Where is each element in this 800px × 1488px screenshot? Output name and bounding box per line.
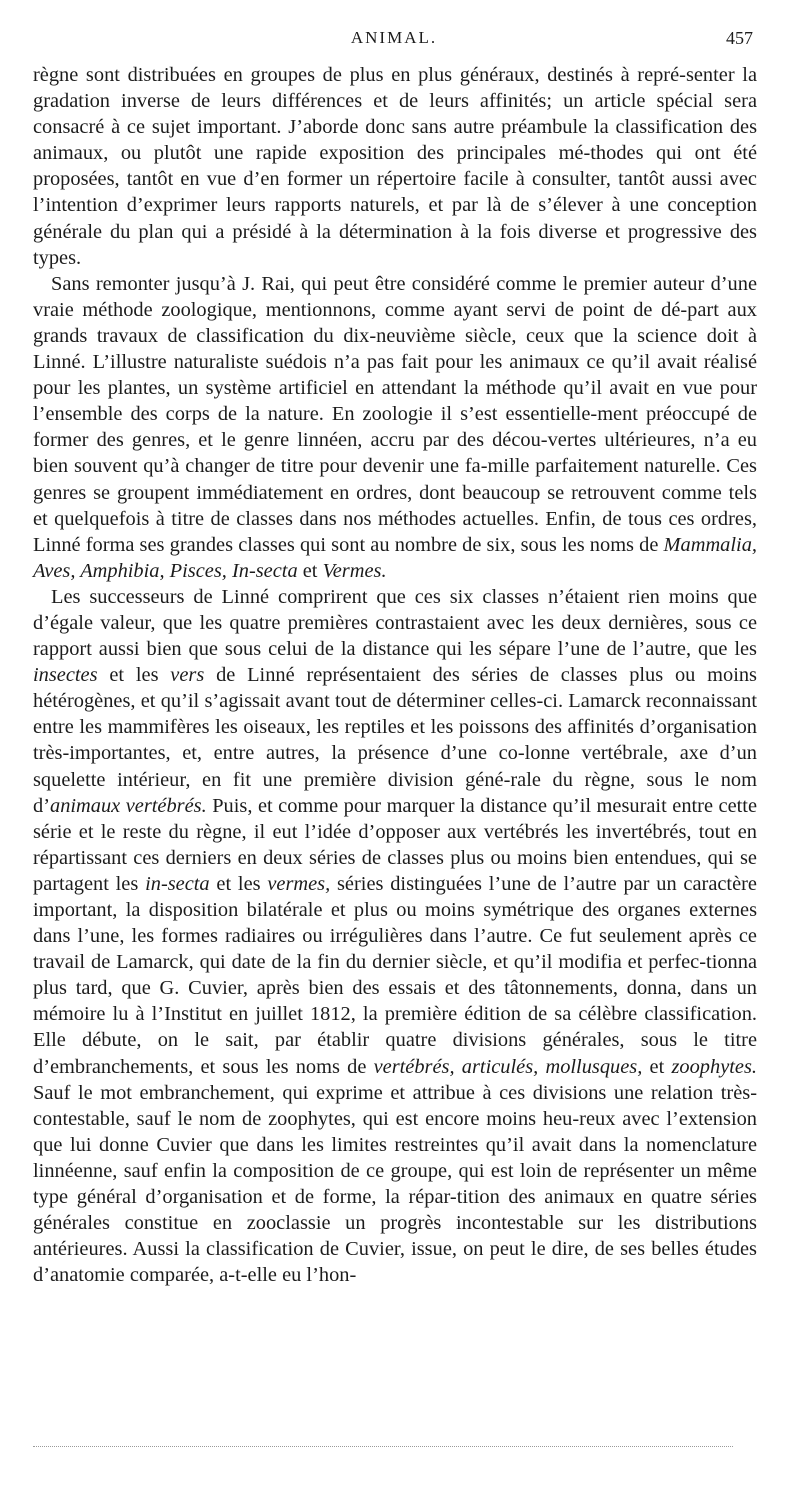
paragraph-1 <box>33 62 757 271</box>
text-run: Sauf le mot embranchement, qui exprime et attribue à ces divisions une relation très-contestable, sauf le nom de zoophytes, qui est encore moins heu-reux avec l’extension que lui donne Cuvier que dans les limites restreintes qu’il avait dans la nomenclature linnéenne, sauf enfin la composition de ce groupe, qui est loin de représenter un même type général d’organisation et de forme, la répar-tition des animaux en quatre séries générales constitue en zooclassie un progrès incontestable sur les distributions antérieures. Aussi la classification de Cuvier, issue, on peut le dire, de ses belles études d’anatomie comparée, a-t-elle eu l’hon- <box>33 1081 757 1287</box>
text-run: règne sont distribuées en groupes de plus en plus généraux, destinés à repré-senter la gradation inverse de leurs différences et de leurs affinités; un article spécial sera consacré à ce sujet important. J’aborde donc sans autre préambule la classification des animaux, ou plutôt une rapide exposition des principales mé-thodes qui ont été proposées, tantôt en vue d’en former un répertoire facile à consulter, tantôt aussi avec l’intention d’exprimer leurs rapports naturels, et par là de s’élever à une conception générale du plan qui a présidé à la détermination à la fois diverse et progressive des types. <box>33 64 757 269</box>
paragraph-3 <box>33 584 757 1289</box>
italic-run: vers <box>170 664 205 687</box>
text-run: séries distinguées l’une de l’autre par un caractère important, la disposition bilatérale et plus ou moins symétrique des organes externes dans l’une, les formes radiaires ou irrégulières dans l’autre. Ce fut seulement après ce travail de Lamarck, qui date de la fin du dernier siècle, et qu’il modifia et perfec-tionna plus tard, que G. Cuvier, après bien des essais et des tâtonnements, donna, dans un mémoire lu à l’Institut en juillet 1812, la première édition de sa célèbre classification. Elle débute, on le sait, par établir quatre divisions générales, sous le titre d’embranchements, et sous les noms de <box>33 872 757 1078</box>
text-run: Puis, et comme pour marquer la distance qu’il mesurait entre cette série et le reste du règne, il eut l’idée d’opposer aux vertébrés les invertébrés, tout en répartissant ces derniers en deux séries de classes plus ou moins bien entendues, qui se partagent les <box>33 794 757 895</box>
text-run: Sans remonter jusqu’à J. Rai, qui peut être considéré comme le premier auteur d’une vraie méthode zoologique, mentionnons, comme ayant servi de point de dé-part aux grands travaux de classification du dix-neuvième siècle, ceux que la science doit à Linné. L’illustre naturaliste suédois n’a pas fait pour les animaux ce qu’il avait réalisé pour les plantes, un système artificiel en attendant la méthode qu’il avait en vue pour l’ensemble des corps de la nature. En zoologie il s’est essentielle-ment préoccupé de former des genres, et le genre linnéen, accru par des décou-vertes ultérieures, n’a eu bien souvent qu’à changer de titre pour devenir une fa-mille parfaitement naturelle. Ces genres se groupent immédiatement en ordres, dont beaucoup se retrouvent comme tels et quelquefois à titre de classes dans nos méthodes actuelles. Enfin, de tous ces ordres, Linné forma ses grandes classes qui sont au nombre de six, sous les noms de <box>33 272 757 556</box>
italic-run: insectes <box>33 664 98 687</box>
italic-run: Vermes. <box>322 559 387 582</box>
page-number: 457 <box>726 28 753 48</box>
text-run: et les <box>209 872 268 895</box>
footer-rule <box>33 1446 733 1447</box>
paragraph-2 <box>33 271 757 584</box>
page-header <box>33 28 755 54</box>
text-run: et <box>297 559 323 582</box>
italic-run: zoophytes. <box>671 1055 757 1078</box>
text-run: Les successeurs de Linné comprirent que ces six classes n’étaient rien moins que d’égale valeur, que les quatre premières contrastaient avec les deux dernières, sous ce rapport aussi bien que sous celui de la distance qui les sépare l’une de l’autre, que les <box>33 585 757 661</box>
italic-run: animaux vertébrés. <box>50 794 207 817</box>
body-text <box>33 62 757 1288</box>
italic-run: Mammalia, Aves, Amphibia, Pisces, In-secta <box>33 533 757 582</box>
text-run: de Linné représentaient des séries de classes plus ou moins hétérogènes, et qu’il s’agissait avant tout de déterminer celles-ci. Lamarck reconnaissant entre les mammifères les oiseaux, les reptiles et les poissons des affinités d’organisation très-importantes, et, entre autres, la présence d’une co-lonne vertébrale, axe d’un squelette intérieur, en fit une première division géné-rale du règne, sous le nom d’ <box>33 664 757 817</box>
running-title: ANIMAL. <box>350 28 438 47</box>
italic-run: vertébrés, articulés, mollusques, <box>373 1055 643 1078</box>
text-run: et <box>642 1055 672 1078</box>
italic-run: vermes, <box>267 872 331 895</box>
italic-run: in-secta <box>145 872 210 895</box>
text-run: et les <box>97 664 171 687</box>
